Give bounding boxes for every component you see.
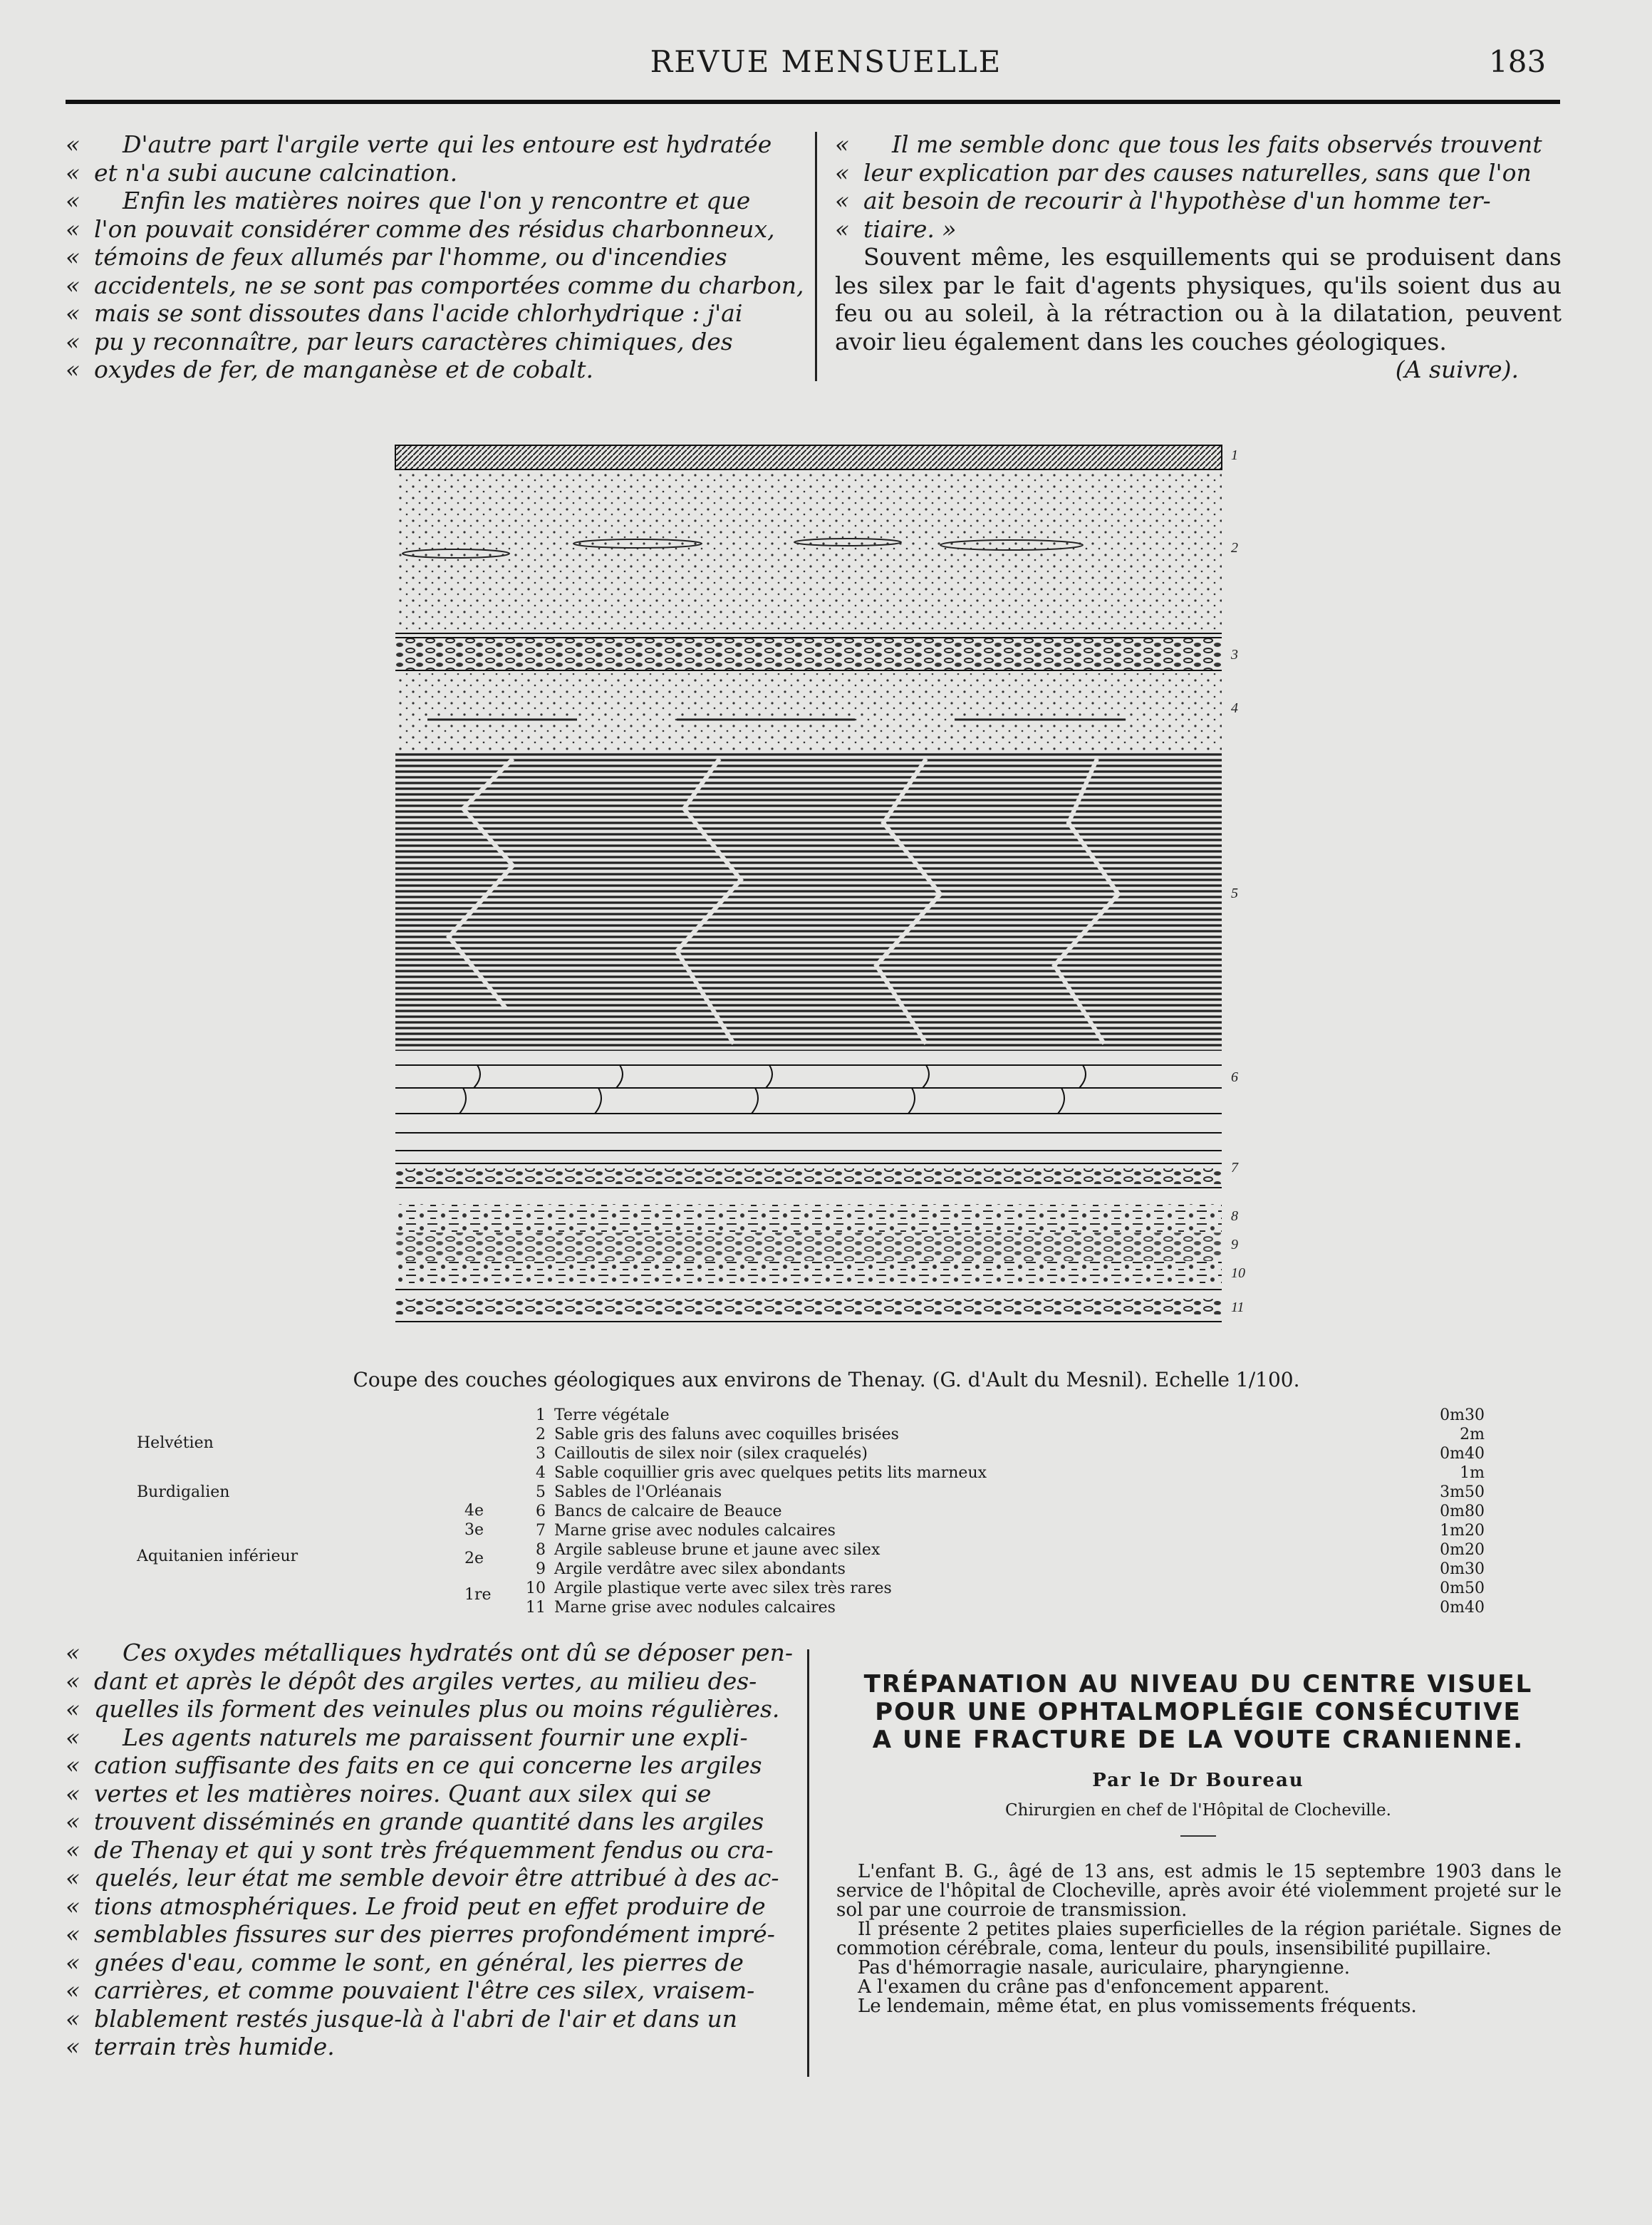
substage-4: 4e [464, 1502, 484, 1520]
legend-number: 3 [536, 1445, 546, 1463]
text-line [66, 1808, 799, 1836]
stage-aquitanien: Aquitanien inférieur [137, 1547, 298, 1565]
legend-thickness: 0m30 [1440, 1406, 1485, 1424]
layer-4-shelly-sand [395, 673, 1222, 752]
article-paragraph: Le lendemain, même état, en plus vomissements fréquents. [858, 1996, 1417, 2017]
layer-11-marl [395, 1299, 1222, 1314]
article-title [828, 1671, 1569, 1754]
bottom-left-column [66, 1639, 799, 2061]
article-byline: Par le Dr Boureau [1092, 1770, 1304, 1791]
legend-row [520, 1425, 1489, 1444]
text-line [66, 299, 806, 328]
quote-mark: « [66, 1751, 80, 1779]
quote-mark: « [66, 1920, 80, 1948]
legend-description: Sable gris des faluns avec coquilles brisées [554, 1426, 899, 1443]
quote-mark: « [66, 356, 80, 383]
line-text: quelés, leur état me semble devoir être attribué à des ac- [94, 1864, 779, 1892]
legend-description: Sable coquillier gris avec quelques petits lits marneux [554, 1464, 987, 1482]
text-line [835, 159, 1562, 187]
layer-label: 3 [1231, 647, 1238, 663]
line-text: ait besoin de recourir à l'hypothèse d'un homme ter- [863, 187, 1491, 214]
layer-label: 8 [1231, 1208, 1238, 1224]
layer-label: 6 [1231, 1069, 1238, 1085]
layer-3-cailloutis [395, 638, 1222, 670]
legend-description: Argile verdâtre avec silex abondants [554, 1560, 846, 1578]
text-line [66, 356, 806, 384]
quote-mark: « [835, 187, 850, 214]
legend-thickness: 1m20 [1440, 1522, 1485, 1540]
column-divider-top [815, 132, 817, 381]
top-right-quote [835, 130, 1562, 243]
text-line [835, 215, 1562, 244]
line-text: gnées d'eau, comme le sont, en général, les pierres de [94, 1948, 744, 1976]
legend-number: 9 [536, 1560, 546, 1578]
line-text: oxydes de fer, de manganèse et de cobalt. [94, 356, 593, 383]
page-number: 183 [1489, 44, 1547, 79]
text-line [66, 1920, 799, 1949]
line-text: terrain très humide. [94, 2033, 335, 2060]
quote-mark: « [66, 1779, 80, 1808]
article-paragraph: A l'examen du crâne pas d'enfoncement apparent. [858, 1976, 1330, 1998]
legend-row [520, 1579, 1489, 1598]
line-text: et n'a subi aucune calcination. [94, 158, 458, 187]
line-text: Il me semble donc que tous les faits observés trouvent [892, 130, 1542, 158]
text-line [66, 159, 806, 187]
legend-row [520, 1540, 1489, 1560]
quote-mark: « [66, 2004, 80, 2033]
layer-label: 10 [1231, 1265, 1245, 1281]
layer-label: 11 [1231, 1300, 1245, 1315]
line-text: vertes et les matières noires. Quant aux silex qui se [94, 1779, 712, 1808]
line-text: D'autre part l'argile verte qui les entoure est hydratée [123, 130, 772, 158]
line-text: cation suffisante des faits en ce qui concerne les argiles [94, 1751, 762, 1779]
legend-number: 6 [536, 1503, 546, 1520]
legend-description: Terre végétale [554, 1406, 670, 1424]
quote-mark: « [66, 1666, 80, 1695]
header-rule [66, 100, 1560, 104]
text-line [66, 187, 806, 215]
line-text: blablement restés jusque-là à l'abri de l'air et dans un [94, 2004, 737, 2033]
quote-mark: « [66, 243, 80, 271]
text-line [66, 1639, 799, 1667]
article-column [828, 1671, 1569, 2016]
legend-thickness: 0m50 [1440, 1580, 1485, 1597]
article-paragraph: Il présente 2 petites plaies superficielles de la région pariétale. Signes de commotion cérébrale, coma, lenteur du pouls, insensibilité pupillaire. [836, 1919, 1562, 1959]
text-line [66, 1780, 799, 1808]
text-line [66, 1667, 799, 1696]
line-text: accidentels, ne se sont pas comportées comme du charbon, [94, 271, 804, 299]
column-divider-bottom [807, 1649, 809, 2077]
stage-helvetien: Helvétien [137, 1434, 214, 1452]
text-line [66, 2005, 799, 2033]
text-line [66, 215, 806, 244]
layer-label: 7 [1231, 1160, 1238, 1176]
article-separator [1180, 1835, 1216, 1837]
quote-mark: « [66, 1723, 80, 1751]
quote-mark: « [66, 1864, 80, 1892]
paragraph-text: Souvent même, les esquillements qui se produisent dans les silex par le fait d'agents physiques, qu'ils soient dus au feu ou au soleil, à la rétraction ou à la dilatation, peuvent avoir lieu également dans les couches géologiques. [835, 243, 1562, 356]
layer-1-topsoil [395, 445, 1222, 470]
line-text: trouvent disséminés en grande quantité dans les argiles [94, 1808, 764, 1835]
layer-label: 2 [1231, 540, 1238, 556]
line-text: carrières, et comme pouvaient l'être ces silex, vraisem- [94, 1976, 755, 2004]
substage-1: 1re [464, 1586, 492, 1604]
article-paragraph: L'enfant B. G., âgé de 13 ans, est admis le 15 septembre 1903 dans le service de l'hôpital de Clocheville, après avoir été violemment projeté sur le sol par une courroie de transmission. [836, 1861, 1562, 1921]
layer-2-sand [395, 470, 1222, 633]
quote-mark: « [66, 214, 80, 243]
article-body [828, 1862, 1569, 2016]
to-follow-text: (A suivre). [1395, 356, 1519, 383]
quote-mark: « [66, 299, 80, 327]
legend-thickness: 3m50 [1440, 1483, 1485, 1501]
line-text: pu y reconnaître, par leurs caractères chimiques, des [94, 327, 733, 356]
legend-number: 2 [536, 1426, 546, 1443]
line-text: leur explication par des causes naturelles, sans que l'on [863, 158, 1532, 187]
legend-description: Marne grise avec nodules calcaires [554, 1599, 836, 1617]
layer-5-orleanais-sands [395, 752, 1222, 1051]
legend-row [520, 1598, 1489, 1617]
legend-thickness: 0m30 [1440, 1560, 1485, 1578]
legend-row [520, 1463, 1489, 1483]
legend-number: 7 [536, 1522, 546, 1540]
legend-thickness: 0m80 [1440, 1503, 1485, 1520]
line-text: quelles ils forment des veinules plus ou moins régulières. [94, 1695, 780, 1723]
legend-table [520, 1406, 1489, 1617]
quote-mark: « [66, 130, 80, 158]
title-line: POUR UNE OPHTALMOPLÉGIE CONSÉCUTIVE [875, 1698, 1522, 1726]
line-text: dant et après le dépôt des argiles vertes, au milieu des- [94, 1666, 757, 1695]
line-text: Ces oxydes métalliques hydratés ont dû se déposer pen- [123, 1639, 793, 1666]
text-line [66, 1695, 799, 1723]
article-paragraph: Pas d'hémorragie nasale, auriculaire, pharyngienne. [858, 1957, 1350, 1978]
quote-mark: « [835, 214, 850, 243]
quote-mark: « [66, 1639, 80, 1666]
text-line [66, 1751, 799, 1780]
text-line [66, 1976, 799, 2005]
top-right-column [835, 130, 1562, 384]
quote-mark: « [66, 158, 80, 187]
text-line [66, 243, 806, 271]
layer-label: 9 [1231, 1237, 1238, 1252]
text-line [66, 1949, 799, 1977]
title-line: A UNE FRACTURE DE LA VOUTE CRANIENNE. [872, 1726, 1524, 1754]
text-line [835, 187, 1562, 215]
top-right-paragraph [835, 243, 1562, 356]
running-header-title: REVUE MENSUELLE [650, 44, 1002, 79]
line-text: Enfin les matières noires que l'on y rencontre et que [123, 187, 751, 214]
quote-mark: « [835, 158, 850, 187]
legend-row [520, 1483, 1489, 1502]
layer-label: 4 [1231, 700, 1238, 716]
line-text: Les agents naturels me paraissent fournir une expli- [123, 1723, 748, 1751]
layer-7-marl-nodules [395, 1168, 1222, 1184]
quote-mark: « [66, 327, 80, 356]
legend-description: Marne grise avec nodules calcaires [554, 1522, 836, 1540]
quote-mark: « [66, 1976, 80, 2004]
legend-thickness: 2m [1460, 1426, 1485, 1443]
quote-mark: « [66, 1835, 80, 1864]
layer-label: 1 [1231, 447, 1238, 463]
legend-number: 8 [536, 1541, 546, 1559]
legend-description: Sables de l'Orléanais [554, 1483, 722, 1501]
layer-9-greenish-clay [395, 1233, 1222, 1261]
line-text: de Thenay et qui y sont très fréquemment fendus ou cra- [94, 1835, 774, 1864]
legend-number: 10 [526, 1580, 546, 1597]
text-line [66, 271, 806, 300]
layer-label: 5 [1231, 886, 1238, 901]
quote-mark: « [66, 1948, 80, 1976]
quote-mark: « [66, 1695, 80, 1723]
legend-thickness: 0m40 [1440, 1445, 1485, 1463]
text-line [66, 1892, 799, 1921]
text-line [66, 2033, 799, 2061]
line-text: tiaire. » [863, 214, 957, 243]
line-text: mais se sont dissoutes dans l'acide chlorhydrique : j'ai [94, 299, 743, 327]
to-follow-note [835, 356, 1562, 384]
text-line [66, 130, 806, 159]
legend-row [520, 1560, 1489, 1579]
legend-number: 1 [536, 1406, 546, 1424]
text-line [66, 328, 806, 356]
top-left-column [66, 130, 806, 384]
quote-mark: « [66, 187, 80, 214]
legend-thickness: 0m20 [1440, 1541, 1485, 1559]
layer-8-sandy-clay [395, 1204, 1222, 1233]
quote-mark: « [66, 1808, 80, 1835]
legend-thickness: 1m [1460, 1464, 1485, 1482]
quote-mark: « [66, 1892, 80, 1920]
line-text: l'on pouvait considérer comme des résidus charbonneux, [94, 214, 775, 243]
text-line [66, 1864, 799, 1892]
line-text: semblables fissures sur des pierres profondément impré- [94, 1920, 775, 1948]
legend-number: 5 [536, 1483, 546, 1501]
quote-mark: « [835, 130, 850, 158]
legend-number: 11 [526, 1599, 546, 1617]
legend-row [520, 1502, 1489, 1521]
legend-thickness: 0m40 [1440, 1599, 1485, 1617]
legend-description: Bancs de calcaire de Beauce [554, 1503, 782, 1520]
geological-section-figure [385, 438, 1268, 1347]
title-line: TRÉPANATION AU NIVEAU DU CENTRE VISUEL [863, 1670, 1533, 1698]
legend-row [520, 1444, 1489, 1463]
layer-10-plastic-clay [395, 1261, 1222, 1286]
legend-row [520, 1406, 1489, 1425]
stage-burdigalien: Burdigalien [137, 1483, 230, 1501]
text-line [66, 1836, 799, 1864]
substage-3: 3e [464, 1521, 484, 1539]
figure-caption: Coupe des couches géologiques aux environs de Thenay. (G. d'Ault du Mesnil). Echelle 1/100. [353, 1368, 1300, 1391]
quote-mark: « [66, 271, 80, 299]
legend-description: Argile plastique verte avec silex très rares [554, 1580, 892, 1597]
legend-description: Cailloutis de silex noir (silex craquelés) [554, 1445, 868, 1463]
legend-table-wrap [520, 1406, 1489, 1617]
quote-mark: « [66, 2033, 80, 2060]
article-affiliation: Chirurgien en chef de l'Hôpital de Clocheville. [1005, 1801, 1391, 1820]
legend-number: 4 [536, 1464, 546, 1482]
text-line [835, 130, 1562, 159]
layer-6-limestone-beds [395, 1065, 1222, 1151]
text-line [66, 1723, 799, 1752]
legend-description: Argile sableuse brune et jaune avec silex [554, 1541, 880, 1559]
line-text: tions atmosphériques. Le froid peut en effet produire de [94, 1892, 766, 1920]
line-text: témoins de feux allumés par l'homme, ou d'incendies [94, 243, 727, 271]
legend-row [520, 1521, 1489, 1540]
substage-2: 2e [464, 1550, 484, 1567]
